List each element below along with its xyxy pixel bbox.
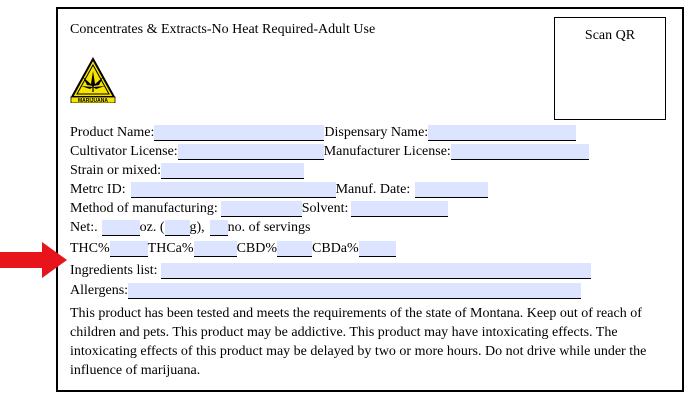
thca-field[interactable]: [194, 241, 237, 257]
cbd-field[interactable]: [277, 241, 312, 257]
cannabinoid-row: [70, 241, 396, 259]
metrc-id-field[interactable]: [131, 182, 336, 198]
strain-row: [70, 163, 304, 181]
dispensary-name-label: Dispensary Name:: [324, 125, 429, 140]
marijuana-warning-icon: [70, 57, 116, 103]
oz-label: oz. (: [139, 220, 165, 235]
servings-field[interactable]: [210, 220, 228, 236]
servings-label: no. of servings: [227, 220, 311, 235]
ingredients-field[interactable]: [161, 263, 591, 279]
manufacturer-license-label: Manufacturer License:: [323, 144, 451, 159]
method-label: Method of manufacturing:: [70, 201, 218, 216]
dispensary-name-field[interactable]: [428, 125, 576, 141]
solvent-field[interactable]: [351, 201, 448, 217]
allergens-row: [70, 283, 581, 301]
qr-code-box: [554, 17, 666, 120]
cbd-label: CBD%: [236, 241, 278, 256]
cbda-field[interactable]: [359, 241, 396, 257]
manuf-date-label: Manuf. Date:: [335, 182, 411, 197]
strain-field[interactable]: [161, 163, 304, 179]
allergens-field[interactable]: [128, 283, 581, 299]
license-row: [70, 144, 589, 162]
ingredients-label: Ingredients list:: [70, 263, 158, 278]
net-g-field[interactable]: [165, 220, 190, 236]
net-oz-field[interactable]: [102, 220, 140, 236]
method-row: [70, 201, 448, 219]
cbda-label: CBDa%: [312, 241, 359, 256]
metrc-row: [70, 182, 488, 200]
net-label: Net:.: [70, 220, 98, 235]
disclaimer-text: This product has been tested and meets the requirements of the state of Montana. Keep out of reach of children and pets. This product may be addictive. This product may have intoxicating effects. The intoxicating effects of this product may be delayed by two or more hours. Do not drive while under the influence of marijuana.: [70, 306, 647, 378]
product-name-row: [70, 125, 576, 143]
g-label: g),: [189, 220, 205, 235]
thc-label: THC%: [70, 241, 110, 256]
method-field[interactable]: [221, 201, 302, 217]
thca-label: THCa%: [147, 241, 194, 256]
net-row: [70, 220, 311, 238]
red-arrow-icon: [0, 242, 68, 278]
cultivator-license-field[interactable]: [178, 144, 324, 160]
cultivator-license-label: Cultivator License:: [70, 144, 178, 159]
solvent-label: Solvent:: [301, 201, 349, 216]
strain-label: Strain or mixed:: [70, 163, 161, 178]
manuf-date-field[interactable]: [415, 182, 488, 198]
scan-qr-label: Scan QR: [584, 28, 636, 43]
metrc-id-label: Metrc ID:: [70, 182, 126, 197]
ingredients-row: [70, 263, 591, 281]
product-name-field[interactable]: [154, 125, 324, 141]
warning-icon-text: MARIJUANA: [78, 98, 108, 103]
thc-field[interactable]: [110, 241, 148, 257]
allergens-label: Allergens:: [70, 283, 129, 298]
manufacturer-license-field[interactable]: [451, 144, 589, 160]
label-title: Concentrates & Extracts-No Heat Required-Adult Use: [70, 22, 376, 37]
product-name-label: Product Name:: [70, 125, 155, 140]
